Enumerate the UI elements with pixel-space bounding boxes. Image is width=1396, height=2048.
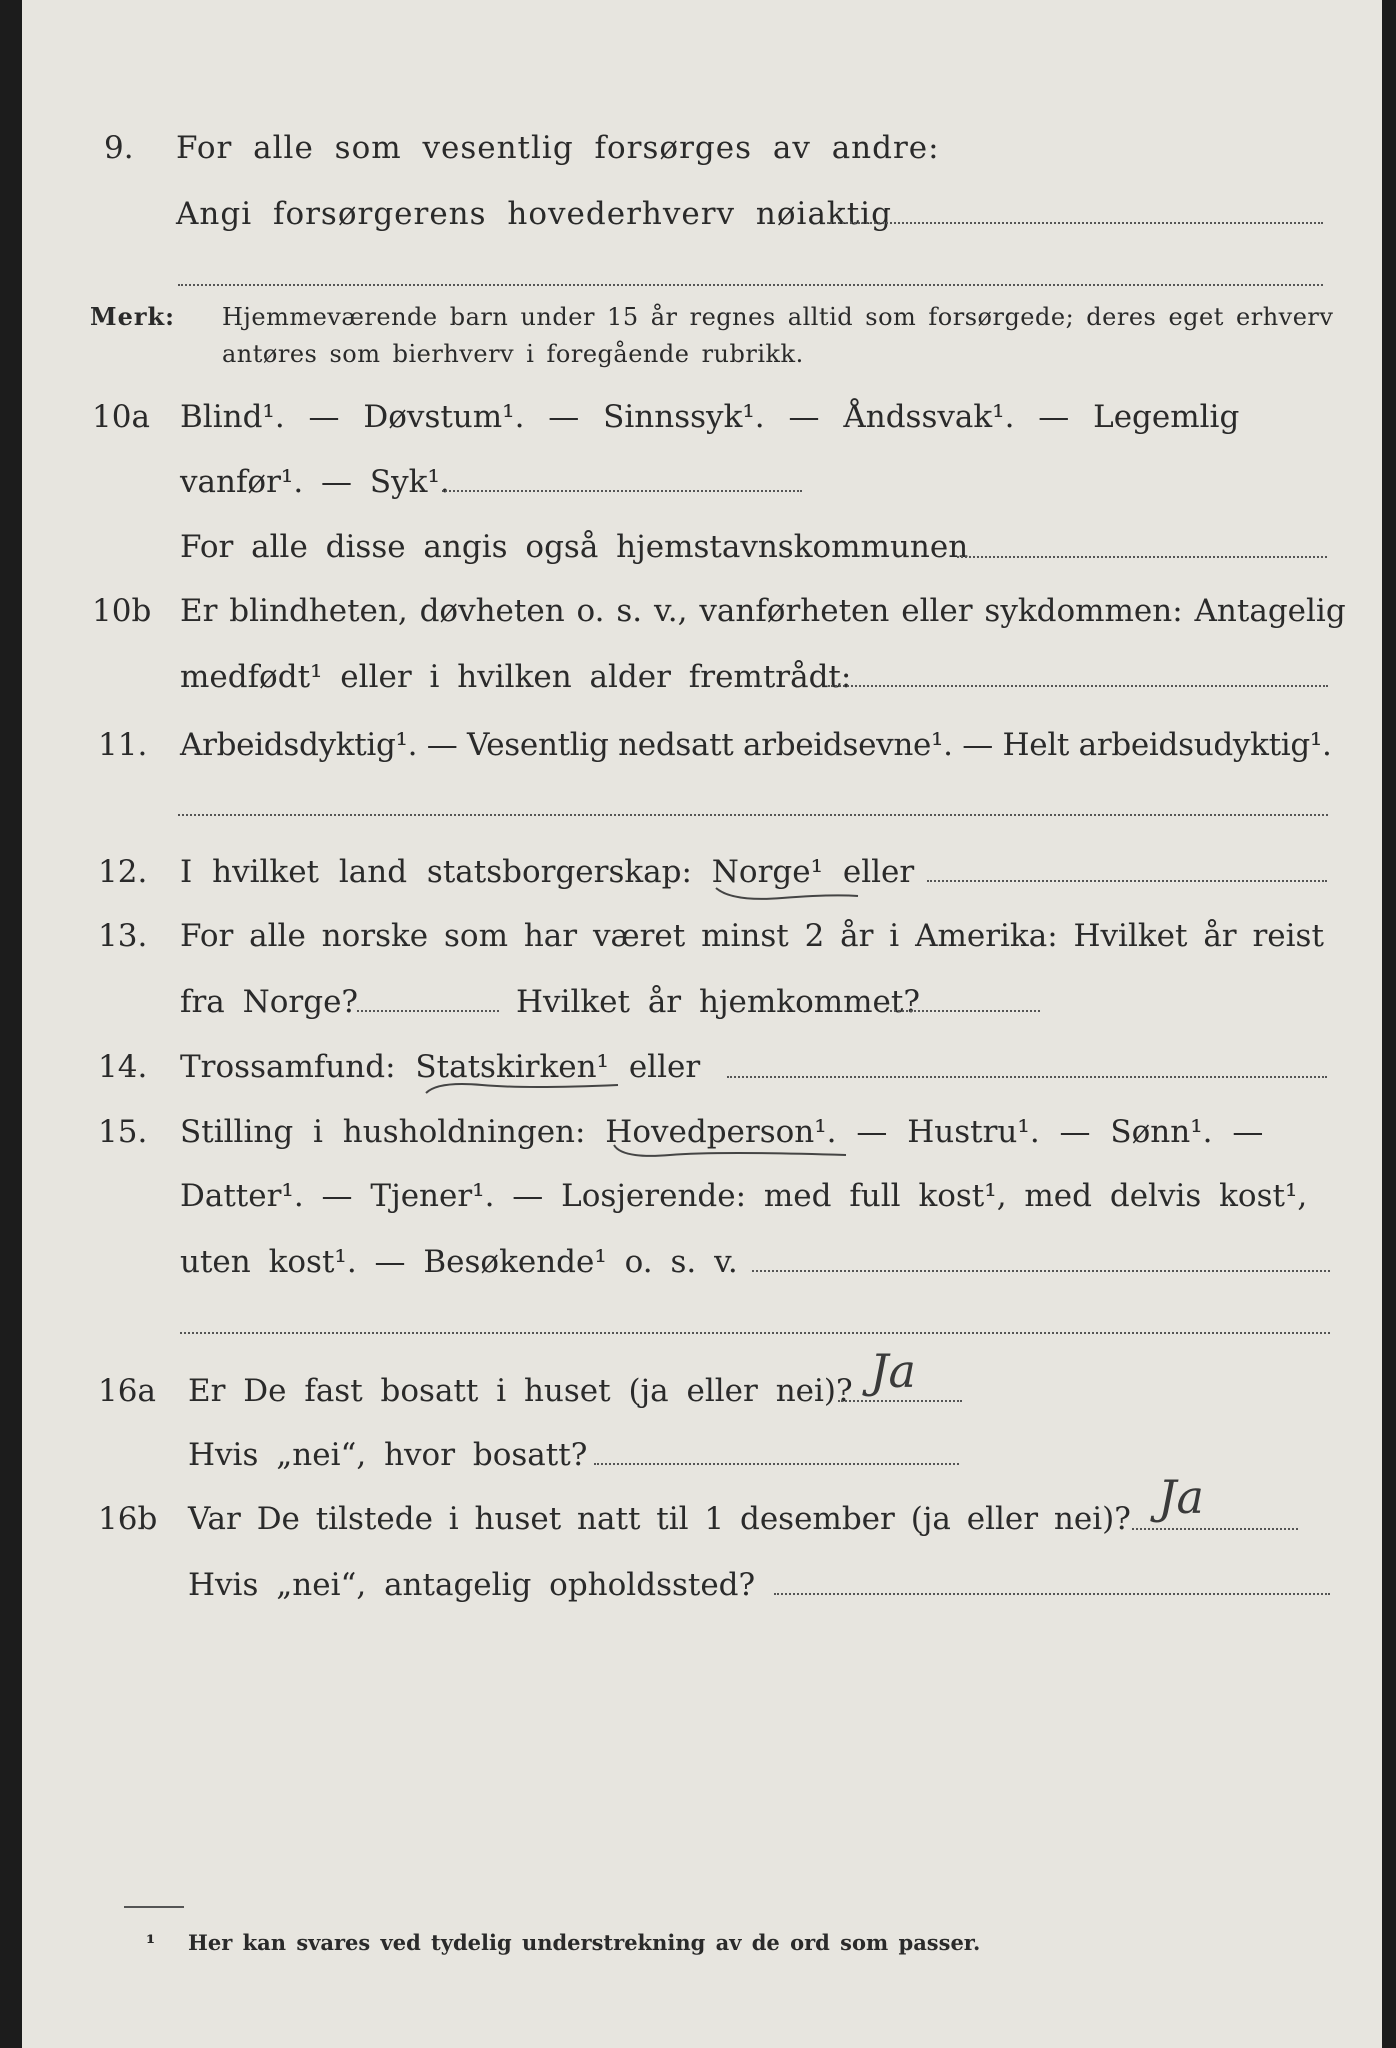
norge-underline [712, 882, 862, 904]
q9-answer-line[interactable] [827, 222, 1323, 224]
q16b-answer-line[interactable] [1132, 1528, 1298, 1530]
q13-reist-line[interactable] [357, 1010, 499, 1012]
q14-answer-line[interactable] [727, 1076, 1327, 1078]
q15-line3: uten kost¹. — Besøkende¹ o. s. v. [180, 1244, 738, 1280]
q16b-number: 16b [98, 1501, 158, 1537]
hovedperson-underline [610, 1141, 850, 1163]
q9-line1: For alle som vesentlig forsørges av andre: [176, 130, 940, 166]
q13-number: 13. [98, 918, 148, 954]
q15-number: 15. [98, 1114, 148, 1150]
q16a-answer-line[interactable] [838, 1400, 962, 1402]
q13-line2b: Hvilket år hjemkommet? [516, 984, 920, 1020]
q11-line1: Arbeidsdyktig¹. — Vesentlig nedsatt arbeidsevne¹. — Helt arbeidsudyktig¹. [180, 727, 1332, 763]
q15-answer-line[interactable] [752, 1270, 1330, 1272]
q10b-answer-line[interactable] [828, 685, 1328, 687]
q10b-number: 10b [92, 593, 152, 629]
q15-extra-line[interactable] [180, 1332, 1330, 1334]
q10a-syk-line[interactable] [442, 490, 802, 492]
q16a-bosatt-line[interactable] [594, 1463, 959, 1465]
q13-line2a: fra Norge? [180, 984, 359, 1020]
q16a-line1: Er De fast bosatt i huset (ja eller nei)? [188, 1373, 853, 1409]
q11-number: 11. [98, 727, 148, 763]
q10a-line2: vanfør¹. — Syk¹. [180, 464, 450, 500]
statskirken-underline [422, 1075, 622, 1097]
q12-line1: I hvilket land statsborgerskap: Norge¹ eller [180, 854, 915, 890]
q10a-number: 10a [92, 399, 150, 435]
q12-number: 12. [98, 854, 148, 890]
q10a-line1: Blind¹. — Døvstum¹. — Sinnssyk¹. — Åndssvak¹. — Legemlig [180, 399, 1240, 435]
census-form-page [22, 0, 1382, 2048]
q16b-opholdssted-line[interactable] [774, 1593, 1330, 1595]
q16a-number: 16a [98, 1373, 156, 1409]
q16b-line2: Hvis „nei“, antagelig opholdssted? [188, 1567, 756, 1603]
q16a-handwritten-answer: Ja [870, 1344, 916, 1398]
q15-line2: Datter¹. — Tjener¹. — Losjerende: med full kost¹, med delvis kost¹, [180, 1178, 1308, 1214]
merk-line2: antøres som bierhverv i foregående rubrikk. [222, 340, 804, 368]
q15-line1: Stilling i husholdningen: Hovedperson¹. — Hustru¹. — Sønn¹. — [180, 1114, 1264, 1150]
merk-label: Merk: [90, 302, 175, 331]
q11-answer-line[interactable] [178, 814, 1328, 816]
footnote-mark: ¹ [146, 1930, 156, 1955]
q10b-line1: Er blindheten, døvheten o. s. v., vanførheten eller sykdommen: Antagelig [180, 593, 1346, 629]
q9-number: 9. [104, 130, 134, 166]
q16b-line1: Var De tilstede i huset natt til 1 desember (ja eller nei)? [188, 1501, 1131, 1537]
q10a-line3: For alle disse angis også hjemstavnskommunen [180, 529, 969, 565]
q13-hjemkommet-line[interactable] [890, 1010, 1040, 1012]
q14-number: 14. [98, 1049, 148, 1085]
q10b-line2: medfødt¹ eller i hvilken alder fremtrådt: [180, 659, 852, 695]
q14-line1: Trossamfund: Statskirken¹ eller [180, 1049, 701, 1085]
q10a-kommune-line[interactable] [957, 556, 1327, 558]
q16b-handwritten-answer: Ja [1158, 1470, 1204, 1524]
footnote-rule [124, 1906, 184, 1908]
q16a-line2: Hvis „nei“, hvor bosatt? [188, 1437, 588, 1473]
merk-line1: Hjemmeværende barn under 15 år regnes alltid som forsørgede; deres eget erhverv [222, 303, 1334, 331]
q9-extra-line[interactable] [178, 284, 1323, 286]
q9-line2: Angi forsørgerens hovederhverv nøiaktig [176, 196, 892, 232]
q12-answer-line[interactable] [927, 880, 1327, 882]
q13-line1: For alle norske som har været minst 2 år i Amerika: Hvilket år reist [180, 918, 1324, 954]
footnote-text: Her kan svares ved tydelig understrekning av de ord som passer. [188, 1930, 981, 1955]
